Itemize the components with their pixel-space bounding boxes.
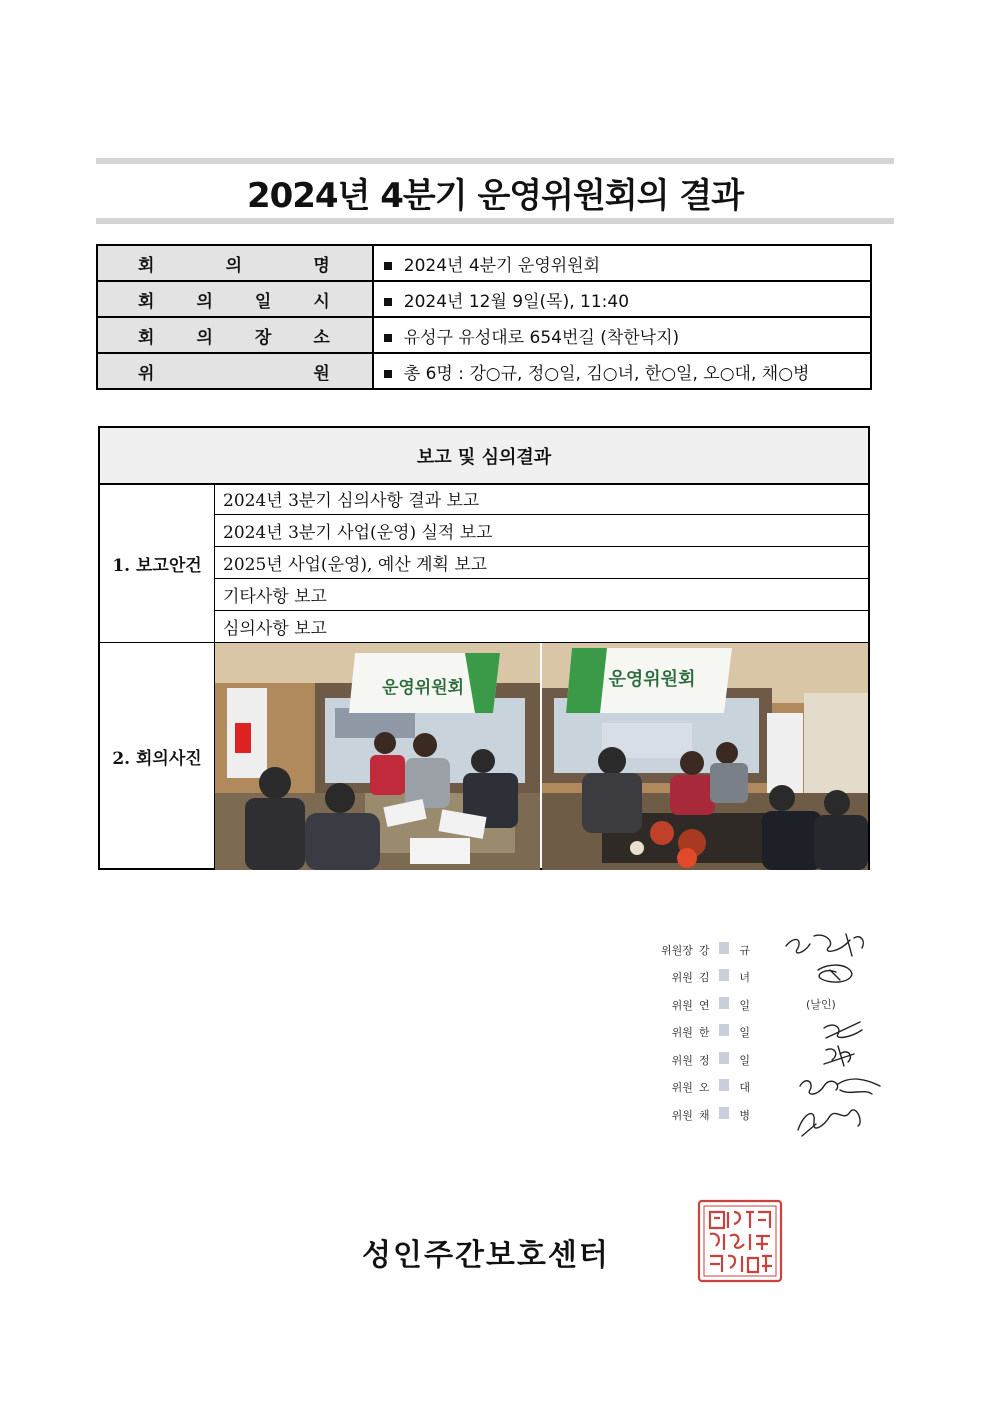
official-seal-icon [696,1198,784,1284]
report-item: 기타사항 보고 [215,579,868,611]
label-meeting-place: 회 의 장 소 [97,317,373,353]
signature-row: 위원장 강 규 [661,943,750,957]
section2-label: 2. 회의사진 [100,643,215,870]
value-meeting-name: 2024년 4분기 운영위원회 [403,255,601,276]
redaction [719,1079,729,1091]
handwritten-signatures [780,926,900,1146]
organization-name: 성인주간보호센터 [362,1238,610,1273]
redaction [719,1052,729,1064]
value-members: 총 6명 : 강○규, 정○일, 김○녀, 한○일, 오○대, 채○병 [403,363,810,384]
value-meeting-date: 2024년 12월 9일(목), 11:40 [403,291,630,312]
report-item: 2024년 3분기 심의사항 결과 보고 [215,483,868,515]
section1-label: 1. 보고안건 [100,483,215,643]
redaction [719,997,729,1009]
section-divider [100,642,868,643]
signature-list [640,936,750,1129]
redaction [719,942,729,954]
title-bottom-rule [96,218,894,224]
info-row-meeting-name [97,245,871,281]
info-row-meeting-place [97,317,871,353]
signature-row: 위원 한 일 [671,1026,750,1040]
seal-note: (날인) [806,998,836,1011]
redaction [719,1024,729,1036]
report-header: 보고 및 심의결과 [100,428,868,485]
signature-row: 위원 오 대 [671,1081,750,1095]
banner-text: 운영위원회 [608,669,696,690]
page-title: 2024년 4분기 운영위원회의 결과 [246,176,744,216]
meeting-photo-2 [542,643,868,870]
bullet-icon [384,262,392,270]
bullet-icon [384,370,392,378]
signature-row: 위원 김 녀 [671,971,750,985]
banner-text: 운영위원회 [381,678,465,698]
info-row-meeting-date [97,281,871,317]
redaction [719,969,729,981]
report-item: 2024년 3분기 사업(운영) 실적 보고 [215,515,868,547]
meeting-photo-1 [215,643,540,870]
info-row-members [97,353,871,389]
title-top-rule [96,158,894,164]
report-item: 심의사항 보고 [215,611,868,643]
label-members: 위 원 [97,353,373,389]
redaction [719,1107,729,1119]
meeting-info-table [96,244,872,390]
label-meeting-date: 회 의 일 시 [97,281,373,317]
signature-row: 위원 연 일 [671,998,750,1012]
bullet-icon [384,334,392,342]
bullet-icon [384,298,392,306]
label-meeting-name: 회 의 명 [97,245,373,281]
report-items [215,483,868,643]
signature-row: 위원 채 병 [671,1108,750,1122]
signature-row: 위원 정 일 [671,1053,750,1067]
report-item: 2025년 사업(운영), 예산 계획 보고 [215,547,868,579]
value-meeting-place: 유성구 유성대로 654번길 (착한낙지) [403,327,680,348]
report-table [98,426,870,870]
